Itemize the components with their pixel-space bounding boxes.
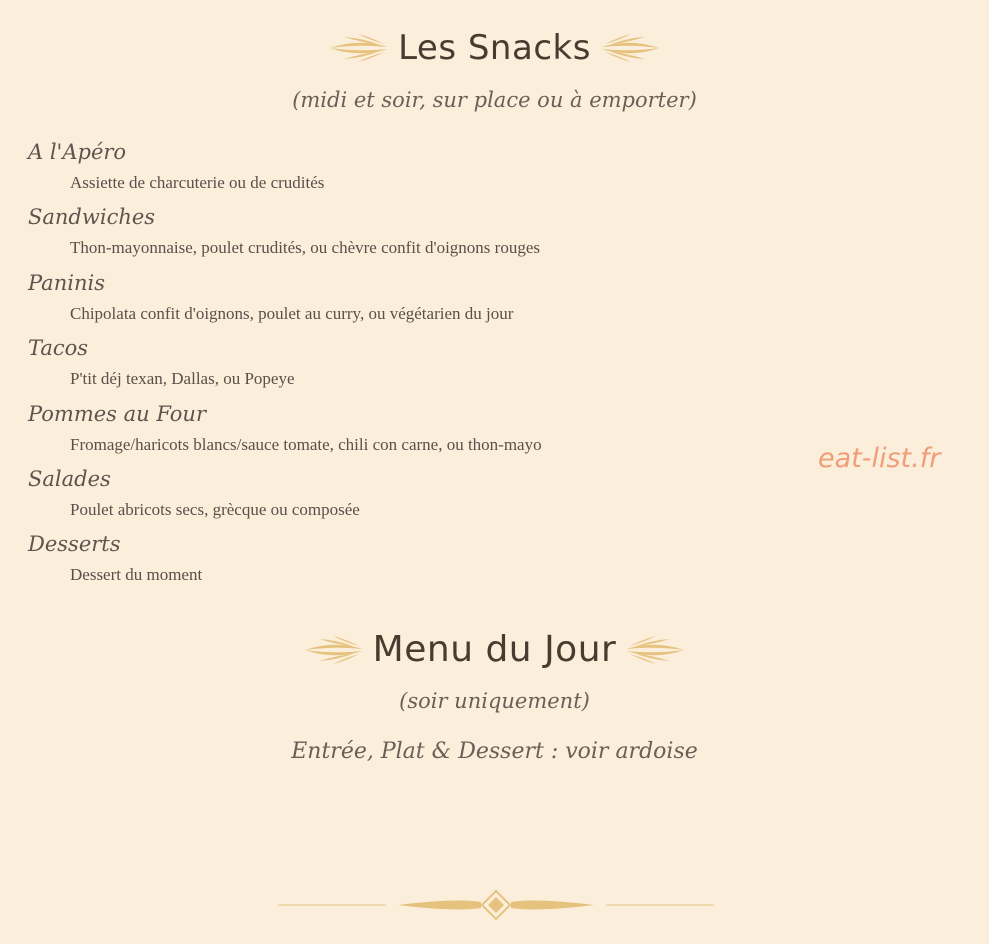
item-name: Paninis [28,270,105,295]
wheat-ornament-left-icon [328,33,390,63]
snacks-heading [0,28,989,68]
item-name: Sandwiches [28,205,156,230]
snacks-list [28,136,768,594]
item-name: Salades [28,466,111,491]
list-item [28,201,768,266]
menu-du-jour-subtitle: (soir uniquement) [399,689,590,713]
list-item [28,332,768,397]
item-description: P'tit déj texan, Dallas, ou Popeye [70,369,295,389]
item-name: Desserts [28,532,121,557]
item-description: Thon-mayonnaise, poulet crudités, ou chèvre confit d'oignons rouges [70,238,540,258]
list-item [28,528,768,593]
snacks-subtitle: (midi et soir, sur place ou à emporter) [292,88,697,112]
list-item [28,463,768,528]
menu-du-jour-heading [0,629,989,670]
item-description: Fromage/haricots blancs/sauce tomate, chili con carne, ou thon-mayo [70,434,542,454]
diamond-divider-icon [276,889,716,921]
item-description: Assiette de charcuterie ou de crudités [70,173,325,192]
list-item [28,136,768,201]
list-item [28,267,768,332]
menu-du-jour-title: Menu du Jour [372,629,617,670]
list-item [28,398,768,463]
snacks-title: Les Snacks [398,28,591,68]
wheat-ornament-right-icon [624,635,686,665]
wheat-ornament-left-icon [303,635,365,665]
item-name: Tacos [28,336,89,361]
item-name: Pommes au Four [28,401,206,426]
watermark-logo: eat-list.fr [818,443,941,474]
item-description: Chipolata confit d'oignons, poulet au curry, ou végétarien du jour [70,303,514,323]
wheat-ornament-right-icon [599,33,661,63]
item-description: Poulet abricots secs, grècque ou composée [70,499,360,519]
item-name: A l'Apéro [28,140,127,164]
item-description: Dessert du moment [70,565,203,585]
menu-du-jour-content: Entrée, Plat & Dessert : voir ardoise [291,739,698,764]
